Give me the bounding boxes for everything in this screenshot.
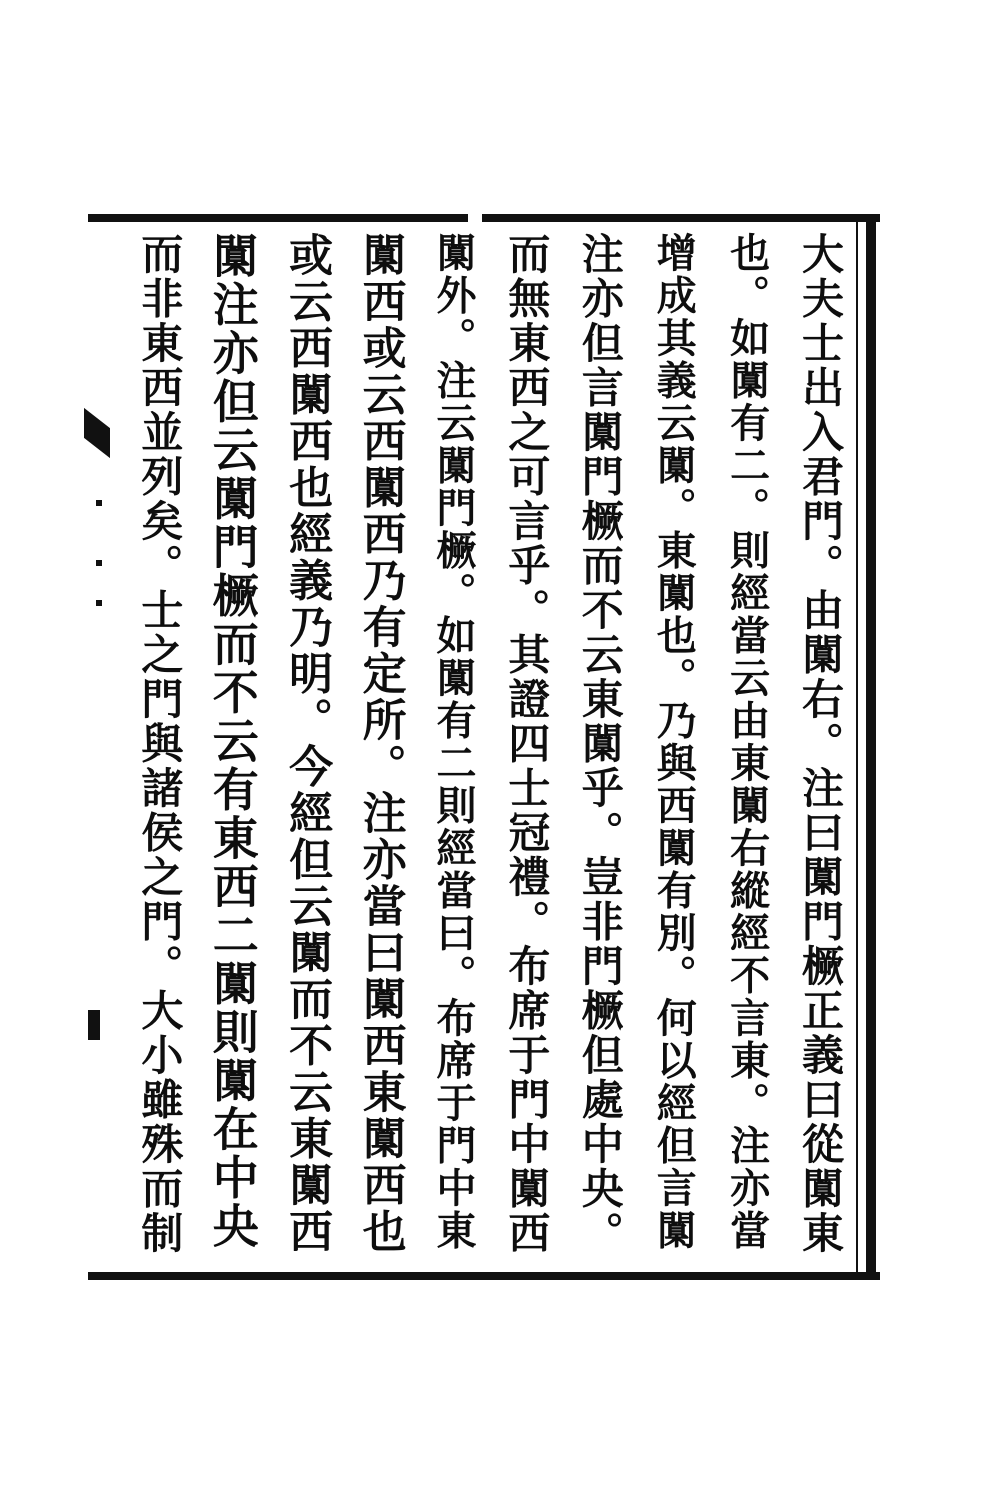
text-column-5 xyxy=(493,228,560,1268)
column-text: 闑注亦但云闑門橛而不云有東西二闑則闑在中央 xyxy=(205,232,260,1251)
column-text: 也。如闑有二。則經當云由東闑右縱經不言東。注亦當 xyxy=(723,232,771,1252)
column-text: 闑外。注云闑門橛。如闑有二則經當曰。布席于門中東 xyxy=(429,232,477,1252)
top-border-gap xyxy=(468,210,482,226)
column-text: 增成其義云闑。東闑也。乃與西闑有別。何以經但言闑 xyxy=(650,232,698,1252)
fold-dot xyxy=(96,560,102,566)
text-column-1 xyxy=(787,228,854,1268)
right-border-thick xyxy=(866,214,876,1280)
right-border-thin xyxy=(856,222,858,1272)
text-columns xyxy=(120,228,854,1268)
text-column-9 xyxy=(199,228,266,1268)
fold-dot xyxy=(96,500,102,506)
text-column-6 xyxy=(420,228,487,1268)
text-column-7 xyxy=(346,228,413,1268)
column-text: 而非東西並列矣。士之門與諸侯之門。大小雖殊而制 xyxy=(135,232,185,1256)
column-text: 或云西闑西也經義乃明。今經但云闑而不云東闑西 xyxy=(281,232,333,1255)
column-text: 而無東西之可言乎。其證四士冠禮。布席于門中闑西 xyxy=(502,232,552,1256)
text-column-2 xyxy=(713,228,780,1268)
fold-dot xyxy=(96,600,102,606)
fold-mark-lower xyxy=(88,1010,100,1040)
fold-mark-fishtail xyxy=(84,408,110,458)
text-column-10 xyxy=(126,228,193,1268)
text-column-8 xyxy=(273,228,340,1268)
top-border xyxy=(88,214,880,222)
text-column-4 xyxy=(566,228,633,1268)
column-text: 注亦但言闑門橛而不云東闑乎。豈非門橛但處中央。 xyxy=(575,232,625,1256)
text-column-3 xyxy=(640,228,707,1268)
column-text: 闑西或云西闑西乃有定所。注亦當曰闑西東闑西也 xyxy=(354,232,406,1255)
column-text: 大夫士出入君門。由闑右。注曰闑門橛正義曰從闑東 xyxy=(796,232,845,1256)
bottom-border xyxy=(88,1272,880,1280)
